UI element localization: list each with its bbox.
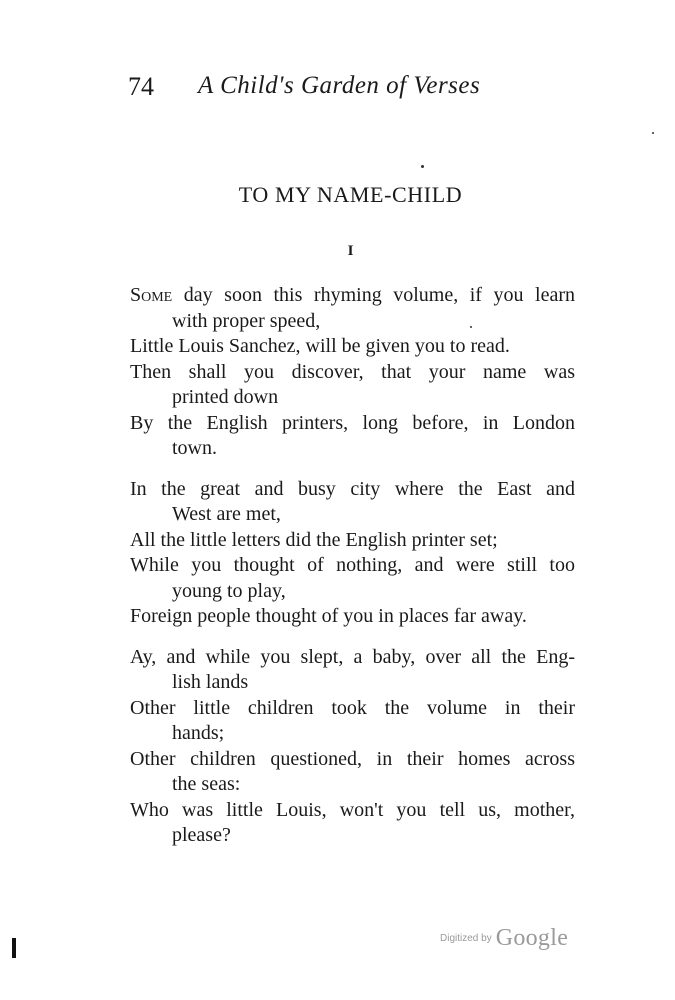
verse-line: In the great and busy city where the East and (130, 477, 575, 500)
section-numeral: I (347, 243, 354, 259)
stanza-1 (130, 283, 575, 462)
verse-line: Foreign people thought of you in places far away. (130, 605, 527, 627)
verse-line: town. (172, 437, 217, 459)
page-number: 74 (128, 72, 154, 101)
watermark-logo: Google (495, 925, 569, 951)
verse-line: Little Louis Sanchez, will be given you to read. (130, 335, 510, 357)
drop-word: Some (130, 284, 173, 306)
stanza-2 (130, 477, 575, 630)
verse-line: By the English printers, long before, in London (130, 411, 575, 434)
verse-line: West are met, (172, 503, 281, 525)
verse-line: hands; (172, 722, 225, 744)
watermark-prefix: Digitized by (440, 933, 492, 944)
verse-line: While you thought of nothing, and were still too (130, 554, 575, 576)
print-speck (652, 132, 654, 134)
poem-title: TO MY NAME-CHILD (238, 182, 463, 207)
page-header (128, 72, 568, 108)
print-speck (421, 165, 424, 168)
verse-line: with proper speed, (172, 309, 321, 332)
verse-line: lish lands (172, 671, 249, 693)
verse-line: Ay, and while you slept, a baby, over all the Eng- (130, 645, 575, 668)
verse-line (130, 283, 575, 309)
verse-line: young to play, (172, 579, 286, 602)
verse-line: please? (172, 824, 231, 846)
verse-line: All the little letters did the English printer set; (130, 528, 498, 551)
verse-line: Other little children took the volume in their (130, 696, 575, 719)
verse-line-text: day soon this rhyming volume, if you learn (172, 284, 575, 306)
verse-line: printed down (172, 386, 279, 408)
verse-line: Who was little Louis, won't you tell us, mother, (130, 798, 575, 821)
verse-line: Then shall you discover, that your name was (130, 360, 575, 383)
verse-line: Other children questioned, in their homes across (130, 747, 575, 770)
poem-body (130, 283, 575, 864)
stanza-3 (130, 645, 575, 849)
digitized-watermark (440, 925, 580, 955)
scan-edge-mark (12, 938, 16, 958)
running-title: A Child's Garden of Verses (198, 72, 481, 99)
verse-line: the seas: (172, 773, 241, 795)
